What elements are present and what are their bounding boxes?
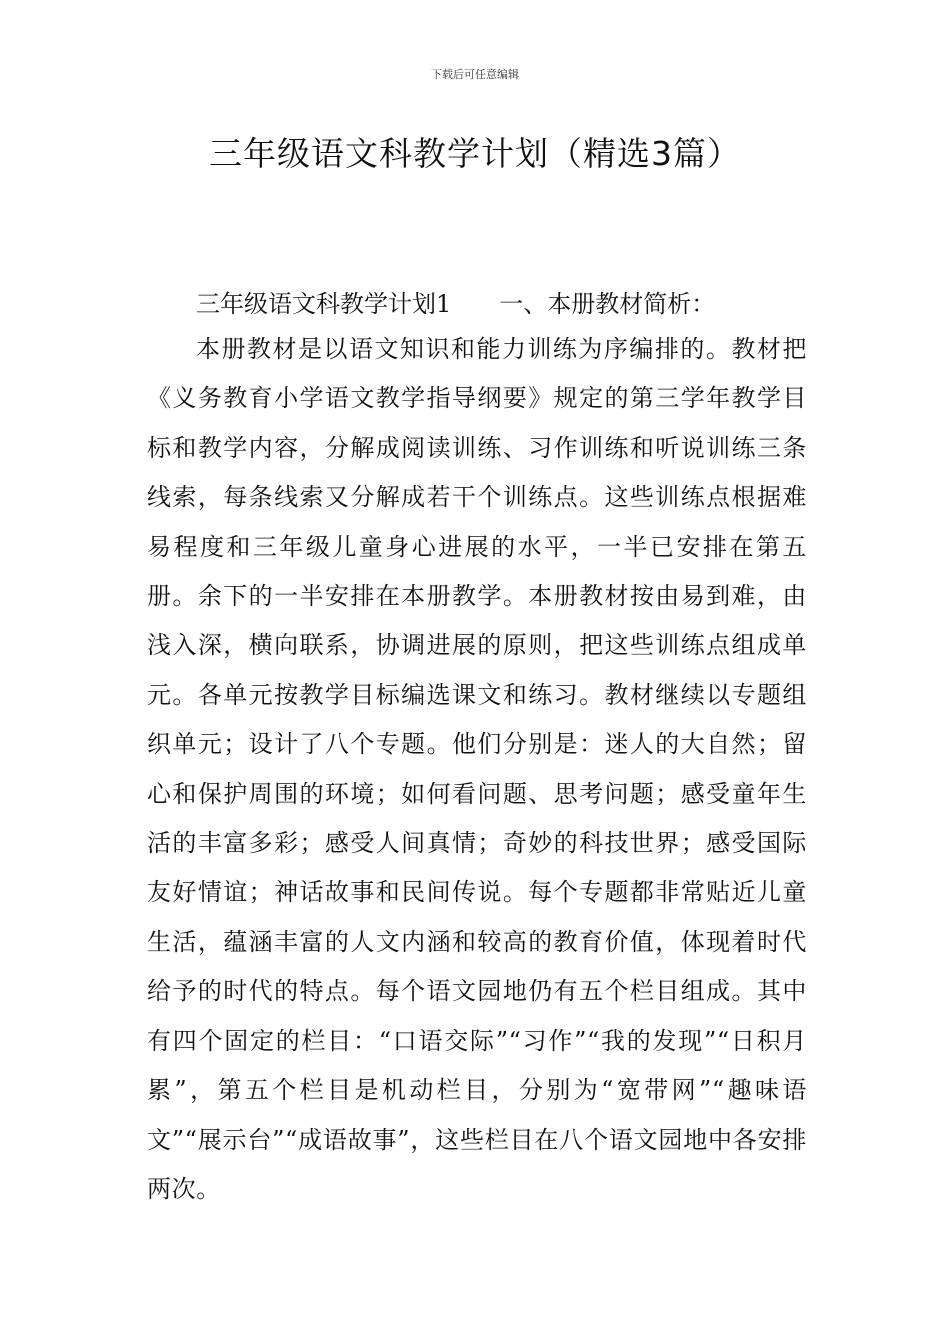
body-paragraph: 本册教材是以语文知识和能力训练为序编排的。教材把《义务教育小学语文教学指导纲要》规定的第三学年教学目标和教学内容，分解成阅读训练、习作训练和听说训练三条线索，每条线索又分解成若干个训练点。这些训练点根据难易程度和三年级儿童身心进展的水平，一半已安排在第五册。余下的一半安排在本册教学。本册教材按由易到难，由浅入深，横向联系，协调进展的原则，把这些训练点组成单元。各单元按教学目标编选课文和练习。教材继续以专题组织单元；设计了八个专题。他们分别是：迷人的大自然；留心和保护周围的环境；如何看问题、思考问题；感受童年生活的丰富多彩；感受人间真情；奇妙的科技世界；感受国际友好情谊；神话故事和民间传说。每个专题都非常贴近儿童生活，蕴涵丰富的人文内涵和较高的教育价值，体现着时代给予的时代的特点。每个语文园地仍有五个栏目组成。其中有四个固定的栏目：“口语交际”“习作”“我的发现”“日积月累”，第五个栏目是机动栏目，分别为“宽带网”“趣味语文”“展示台”“成语故事”，这些栏目在八个语文园地中各安排两次。: [147, 335, 807, 1203]
header-note: 下载后可任意编辑: [431, 68, 519, 81]
intro-line: 三年级语文科教学计划1 一、本册教材简析：: [196, 290, 716, 318]
document-title: 三年级语文科教学计划（精选3篇）: [209, 134, 741, 173]
